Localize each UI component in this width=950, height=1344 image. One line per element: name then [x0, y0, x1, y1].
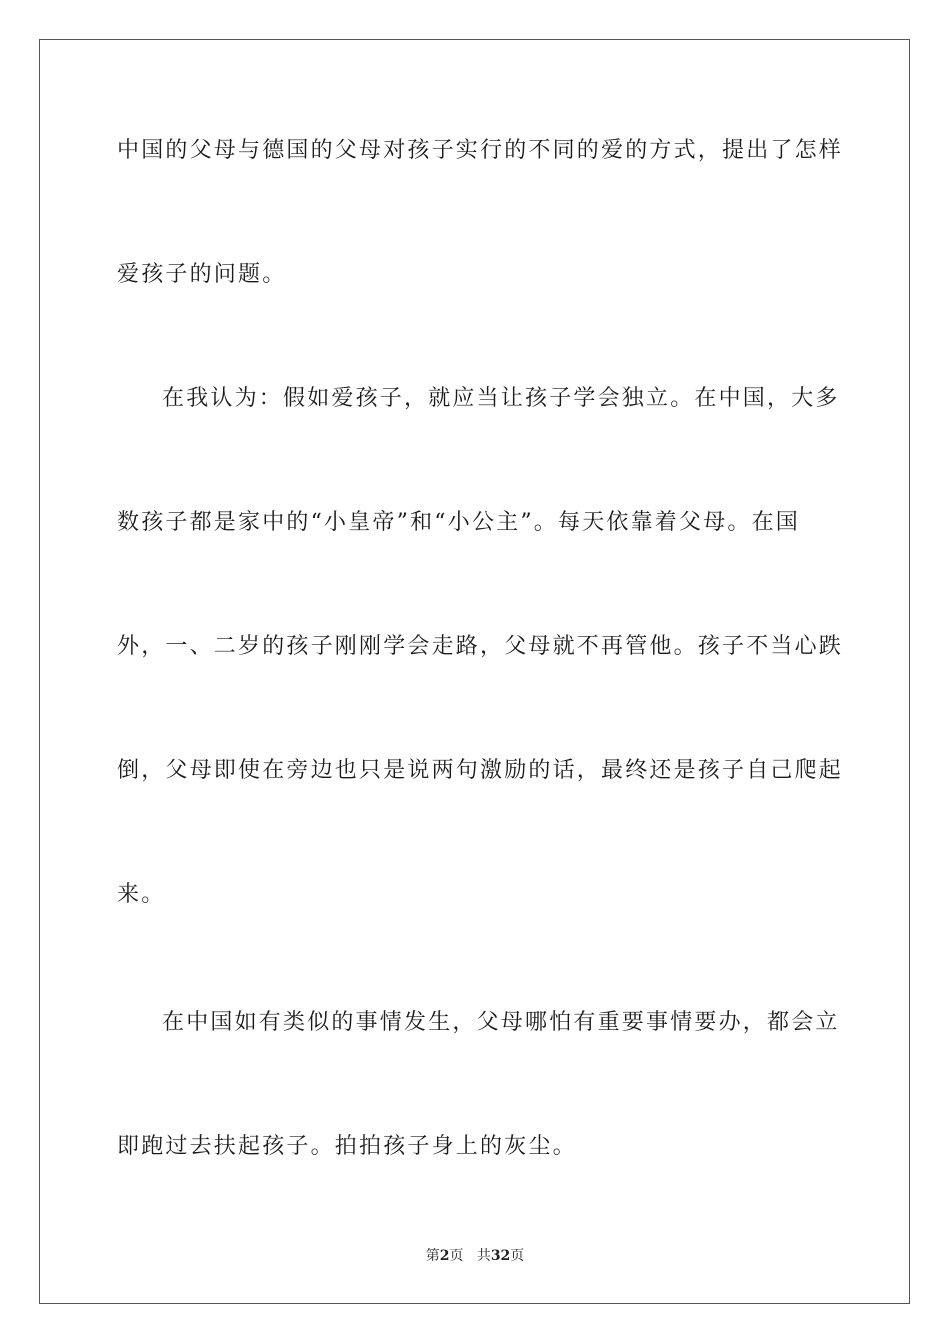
footer-page-suffix: 页 [449, 1248, 464, 1264]
footer-total-pages: 32 [490, 1248, 511, 1264]
text-line-2: 爱孩子的问题。 [117, 262, 287, 287]
footer-total-suffix: 页 [510, 1248, 525, 1264]
text-line-4: 数孩子都是家中的“小皇帝”和“小公主”。每天依靠着父母。在国 [117, 510, 800, 535]
text-line-3: 在我认为：假如爱孩子，就应当让孩子学会独立。在中国，大多 [162, 386, 840, 411]
page-border [39, 39, 910, 1304]
text-line-5: 外，一、二岁的孩子刚刚学会走路，父母就不再管他。孩子不当心跌 [117, 634, 844, 659]
text-line-9: 即跑过去扶起孩子。拍拍孩子身上的灰尘。 [117, 1134, 577, 1159]
text-line-7: 来。 [117, 882, 166, 907]
footer-page-number: 2 [439, 1248, 450, 1264]
footer-page-prefix: 第 [425, 1248, 440, 1264]
text-line-6: 倒，父母即使在旁边也只是说两句激励的话，最终还是孩子自己爬起 [117, 758, 844, 783]
footer-total-prefix: 共 [476, 1248, 491, 1264]
page-footer [0, 1247, 950, 1265]
text-line-1: 中国的父母与德国的父母对孩子实行的不同的爱的方式，提出了怎样 [117, 138, 844, 163]
text-line-8: 在中国如有类似的事情发生，父母哪怕有重要事情要办，都会立 [162, 1010, 840, 1035]
